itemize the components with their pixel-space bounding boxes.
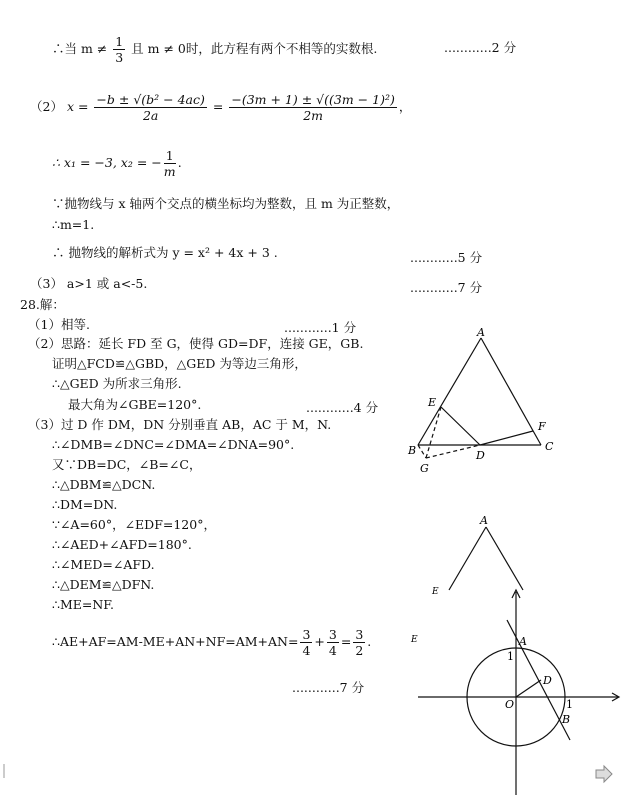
- q28-line-10: ∴DM=DN.: [52, 497, 118, 512]
- label-e3: E: [411, 635, 418, 645]
- label-b3: B: [562, 713, 571, 726]
- figure-unit-circle: [418, 590, 619, 795]
- segment-gd: [426, 445, 480, 458]
- q28-score-4: ............4 分: [306, 400, 379, 415]
- frac-num: 3: [302, 627, 311, 642]
- q28-score-1: ............1 分: [284, 320, 357, 335]
- segment-od: [516, 680, 541, 697]
- next-page-arrow-icon[interactable]: [596, 766, 612, 782]
- q28-title: 28.解：: [20, 297, 65, 312]
- label-a2: A: [480, 514, 488, 527]
- text: ，: [398, 99, 412, 114]
- frac-num: 1: [165, 148, 174, 163]
- figure-triangle-abc: [418, 338, 541, 458]
- eq: =: [212, 99, 224, 114]
- q28-line-7: ∴∠DMB=∠DNC=∠DMA=∠DNA=90°.: [52, 437, 295, 452]
- q28-line-5: 最大角为∠GBE=120°.: [68, 397, 202, 412]
- frac-num: 1: [115, 34, 124, 49]
- frac-num: 3: [328, 627, 337, 642]
- q28-line-13: ∴∠MED=∠AFD.: [52, 557, 155, 572]
- part3-line: （3） a>1 或 a<-5.: [30, 276, 148, 291]
- frac-den: 2a: [142, 108, 159, 123]
- parabola-line: ∴ 抛物线的解析式为 y = x² + 4x + 3 .: [52, 245, 278, 260]
- segment-left: [449, 527, 486, 590]
- because-line: ∵抛物线与 x 轴两个交点的横坐标均为整数，且 m 为正整数，: [52, 196, 400, 211]
- text: +: [314, 634, 325, 649]
- frac-den: m: [163, 164, 176, 179]
- q28-line-4: ∴△GED 为所求三角形.: [52, 376, 182, 391]
- q28-line-8: 又∵DB=DC，∠B=∠C，: [52, 457, 202, 472]
- q28-line-11: ∵∠A=60°，∠EDF=120°，: [52, 517, 216, 532]
- q28-line-1: （1）相等.: [28, 317, 90, 332]
- label-d3: D: [543, 674, 552, 687]
- text: 且 m ≠ 0时，此方程有两个不相等的实数根.: [127, 41, 378, 56]
- score-7: ............7 分: [410, 280, 483, 295]
- m-value-line: ∴m=1.: [52, 217, 95, 232]
- q28-line-14: ∴△DEM≌△DFN.: [52, 577, 155, 592]
- label-d: D: [476, 449, 485, 462]
- label-a3: A: [519, 635, 527, 648]
- text: =: [340, 634, 352, 649]
- text: .: [367, 634, 372, 649]
- text: ∴ x₁ = −3, x₂ = −: [52, 155, 162, 170]
- label-a: A: [477, 326, 485, 339]
- segment-df: [480, 431, 533, 445]
- figure-partial-triangle: [449, 527, 523, 590]
- q28-line-2: （2）思路：延长 FD 至 G，使得 GD=DF，连接 GE，GB.: [28, 336, 364, 351]
- segment-ed: [441, 407, 480, 445]
- score-5: ............5 分: [410, 250, 483, 265]
- frac-den: 3: [115, 50, 124, 65]
- label-one-x: 1: [566, 698, 573, 711]
- frac-num: 3: [355, 627, 364, 642]
- q28-line-6: （3）过 D 作 DM，DN 分别垂直 AB，AC 于 M，N.: [28, 417, 332, 432]
- label-e: E: [428, 396, 437, 409]
- q28-score-7: ............7 分: [292, 680, 365, 695]
- frac-den: 4: [302, 643, 311, 658]
- segment-ac: [481, 338, 541, 445]
- segment-right: [486, 527, 523, 590]
- q28-line-15: ∴ME=NF.: [52, 597, 114, 612]
- q28-line-9: ∴△DBM≌△DCN.: [52, 477, 156, 492]
- label-o: O: [505, 698, 515, 711]
- segment-ab: [418, 338, 481, 445]
- label-one-y: 1: [507, 650, 514, 663]
- q28-line-3: 证明△FCD≌△GBD，△GED 为等边三角形，: [52, 356, 307, 371]
- label: （2）: [30, 99, 63, 114]
- score-2: ............2 分: [444, 40, 517, 55]
- frac-den: 2: [355, 643, 364, 658]
- label-b: B: [408, 444, 417, 457]
- text: .: [177, 155, 182, 170]
- frac-den: 2m: [303, 108, 323, 123]
- q28-line-12: ∴∠AED+∠AFD=180°.: [52, 537, 192, 552]
- label-e2: E: [432, 587, 439, 597]
- frac-num: −(3m + 1) ± √((3m − 1)²): [231, 92, 395, 107]
- lhs: x =: [66, 99, 89, 114]
- frac-num: −b ± √(b² − 4ac): [96, 92, 205, 107]
- label-f: F: [538, 420, 546, 433]
- segment-bg: [418, 445, 426, 458]
- frac-den: 4: [328, 643, 337, 658]
- text: ∴当 m ≠: [52, 41, 112, 56]
- segment-eg: [426, 407, 441, 458]
- text: ∴AE+AF=AM-ME+AN+NF=AM+AN=: [52, 634, 299, 649]
- label-c: C: [545, 440, 554, 453]
- label-g: G: [420, 462, 429, 475]
